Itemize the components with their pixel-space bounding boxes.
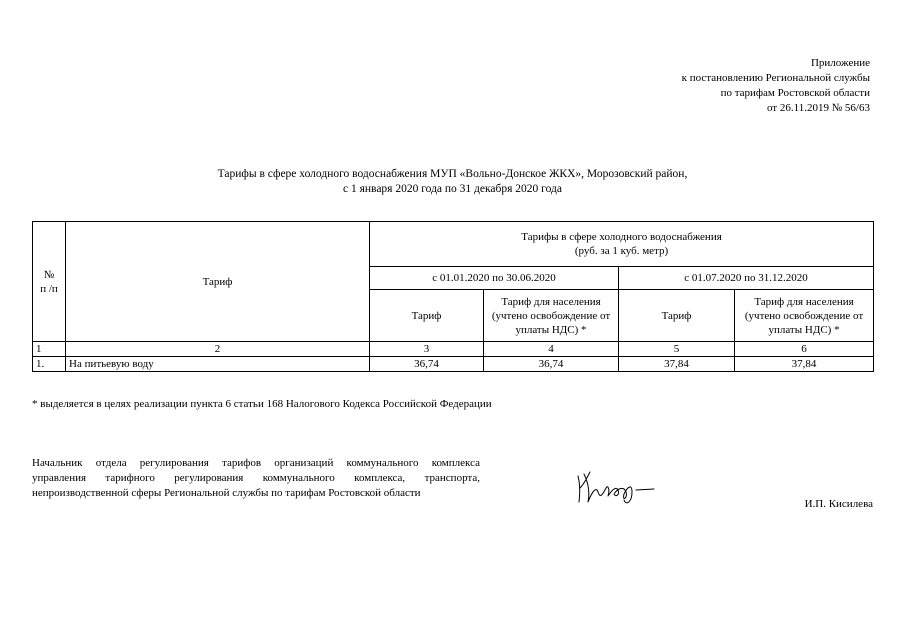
signer-line-1: Начальник отдела регулирования тарифов организаций коммунального комплекса: [32, 457, 480, 469]
header-row-number: [33, 222, 66, 342]
subheader-population-2-line-2: (учтено освобождение от: [744, 309, 864, 322]
column-number: 6: [735, 342, 874, 357]
appendix-header: [682, 56, 870, 116]
title-line-2: с 1 января 2020 года по 31 декабря 2020 года: [343, 183, 562, 195]
header-num-line-2: п /п: [40, 282, 58, 295]
header-num-line-1: №: [43, 268, 55, 281]
title-line-1: Тарифы в сфере холодного водоснабжения МУП «Вольно-Донское ЖКХ», Морозовский район,: [217, 168, 688, 180]
row-value-population-2: 37,84: [735, 357, 874, 372]
row-value-tariff-1: 36,74: [370, 357, 484, 372]
header-group-line-1: Тарифы в сфере холодного водоснабжения: [521, 231, 722, 243]
appendix-line-3: по тарифам Ростовской области: [720, 87, 870, 99]
appendix-line-4: от 26.11.2019 № 56/63: [766, 102, 870, 114]
signer-line-3: непроизводственной сферы Региональной службы по тарифам Ростовской области: [32, 487, 421, 499]
appendix-line-2: к постановлению Региональной службы: [681, 72, 870, 84]
subheader-population-1-line-1: Тариф для населения: [501, 295, 601, 308]
document-title: [0, 167, 905, 197]
header-tariff: Тариф: [66, 222, 370, 342]
column-number: 4: [484, 342, 619, 357]
signer-name: И.П. Кисилева: [804, 498, 873, 510]
header-period-1: с 01.01.2020 по 30.06.2020: [370, 267, 619, 290]
subheader-population-1-line-3: уплаты НДС) *: [515, 323, 587, 336]
tariff-table: [32, 221, 874, 372]
column-number: 3: [370, 342, 484, 357]
subheader-tariff-2: Тариф: [619, 290, 735, 342]
subheader-population-2-line-1: Тариф для населения: [754, 295, 854, 308]
handwritten-signature: [570, 462, 670, 508]
header-group: [370, 222, 874, 267]
appendix-line-1: Приложение: [810, 57, 870, 69]
footnote: * выделяется в целях реализации пункта 6 статьи 168 Налогового Кодекса Российской Федерации: [32, 398, 492, 410]
header-group-line-2: (руб. за 1 куб. метр): [574, 245, 669, 257]
row-value-tariff-2: 37,84: [619, 357, 735, 372]
table-row: [33, 357, 874, 372]
row-number: 1.: [33, 357, 66, 372]
header-period-2: с 01.07.2020 по 31.12.2020: [619, 267, 874, 290]
row-name: На питьевую воду: [66, 357, 370, 372]
row-value-population-1: 36,74: [484, 357, 619, 372]
subheader-population-2-line-3: уплаты НДС) *: [768, 323, 840, 336]
column-number: 5: [619, 342, 735, 357]
signer-position: [32, 456, 480, 501]
column-number: 2: [66, 342, 370, 357]
subheader-population-1: [484, 290, 619, 342]
subheader-population-2: [735, 290, 874, 342]
signer-line-2: управления тарифного регулирования коммунального комплекса, транспорта,: [32, 472, 480, 484]
column-number: 1: [33, 342, 66, 357]
subheader-population-1-line-2: (учтено освобождение от: [491, 309, 611, 322]
subheader-tariff-1: Тариф: [370, 290, 484, 342]
column-number-row: [33, 342, 874, 357]
